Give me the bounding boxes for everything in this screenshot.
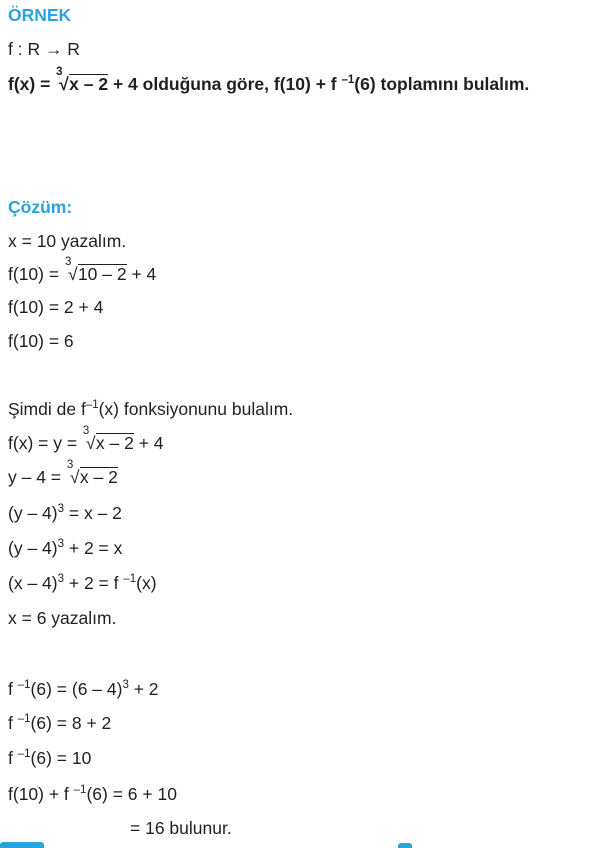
step-text: f(10) + f	[8, 784, 74, 804]
radicand: 10 – 2	[77, 264, 127, 284]
problem-text-part: f(x) =	[8, 74, 56, 94]
page-decoration	[398, 843, 412, 848]
solution-step	[8, 712, 111, 734]
inverse-exponent: –1	[17, 713, 31, 725]
step-text: = x – 2	[64, 503, 122, 523]
page-decoration	[0, 842, 44, 848]
step-text: f(x) = y =	[8, 433, 82, 453]
solution-step: f(10) = 2 + 4	[8, 297, 104, 317]
step-text: f(10) =	[8, 264, 64, 284]
exponent: 3	[57, 538, 65, 550]
step-text: f	[8, 679, 18, 699]
radical-sign: √	[69, 467, 80, 487]
cube-root	[66, 459, 118, 488]
step-text: (y – 4)	[8, 503, 58, 523]
root-index: 3	[56, 66, 63, 78]
solution-step	[8, 425, 164, 454]
inverse-exponent: –1	[73, 784, 87, 796]
step-text: (x)	[136, 573, 157, 593]
step-text: (6) = 6 + 10	[86, 784, 177, 804]
inverse-exponent: –1	[85, 399, 99, 411]
inverse-exponent: –1	[341, 74, 355, 86]
solution-step	[8, 459, 118, 488]
step-text: + 4	[133, 433, 164, 453]
step-text: (x – 4)	[8, 573, 58, 593]
root-index: 3	[64, 256, 72, 268]
step-text: y – 4 =	[8, 467, 66, 487]
radicand: x – 2	[95, 433, 134, 453]
inverse-exponent: –1	[17, 748, 31, 760]
radicand: x – 2	[79, 467, 118, 487]
step-text: f	[8, 713, 18, 733]
step-text: (x) fonksiyonunu bulalım.	[98, 399, 294, 419]
step-text: (6) = (6 – 4)	[30, 679, 123, 699]
radical-sign: √	[85, 433, 96, 453]
step-text: + 2 = f	[64, 573, 124, 593]
solution-step	[8, 572, 157, 594]
exponent: 3	[57, 503, 65, 515]
solution-step	[8, 398, 293, 420]
exponent: 3	[57, 573, 65, 585]
cube-root	[55, 66, 109, 95]
solution-step	[8, 502, 122, 524]
step-text: + 4	[126, 264, 157, 284]
solution-heading: Çözüm:	[8, 197, 73, 217]
problem-statement	[8, 66, 530, 95]
solution-step: x = 10 yazalım.	[8, 231, 127, 251]
radical-sign: √	[67, 264, 78, 284]
problem-text-part: (6) toplamını bulalım.	[354, 74, 530, 94]
function-domain-line: f : R → R	[8, 39, 80, 59]
step-text: (6) = 10	[30, 748, 92, 768]
root-index: 3	[66, 459, 74, 471]
solution-step: x = 6 yazalım.	[8, 608, 117, 628]
radical-sign: √	[59, 74, 69, 94]
example-heading: ÖRNEK	[8, 5, 72, 25]
step-text: Şimdi de f	[8, 399, 86, 419]
solution-step: f(10) = 6	[8, 331, 74, 351]
inverse-exponent: –1	[123, 573, 137, 585]
solution-step	[8, 256, 157, 285]
final-result: = 16 bulunur.	[130, 818, 232, 838]
solution-step	[8, 747, 91, 769]
solution-step	[8, 783, 177, 805]
step-text: f	[8, 748, 18, 768]
step-text: + 2	[128, 679, 159, 699]
solution-step	[8, 537, 122, 559]
radicand: x – 2	[69, 74, 109, 94]
inverse-exponent: –1	[17, 679, 31, 691]
step-text: + 2 = x	[64, 538, 123, 558]
problem-text-part: + 4 olduğuna göre, f(10) + f	[108, 74, 342, 94]
root-index: 3	[82, 425, 90, 437]
cube-root	[64, 256, 127, 285]
step-text: (6) = 8 + 2	[30, 713, 112, 733]
solution-step	[8, 678, 159, 700]
step-text: (y – 4)	[8, 538, 58, 558]
exponent: 3	[122, 679, 129, 691]
cube-root	[82, 425, 134, 454]
